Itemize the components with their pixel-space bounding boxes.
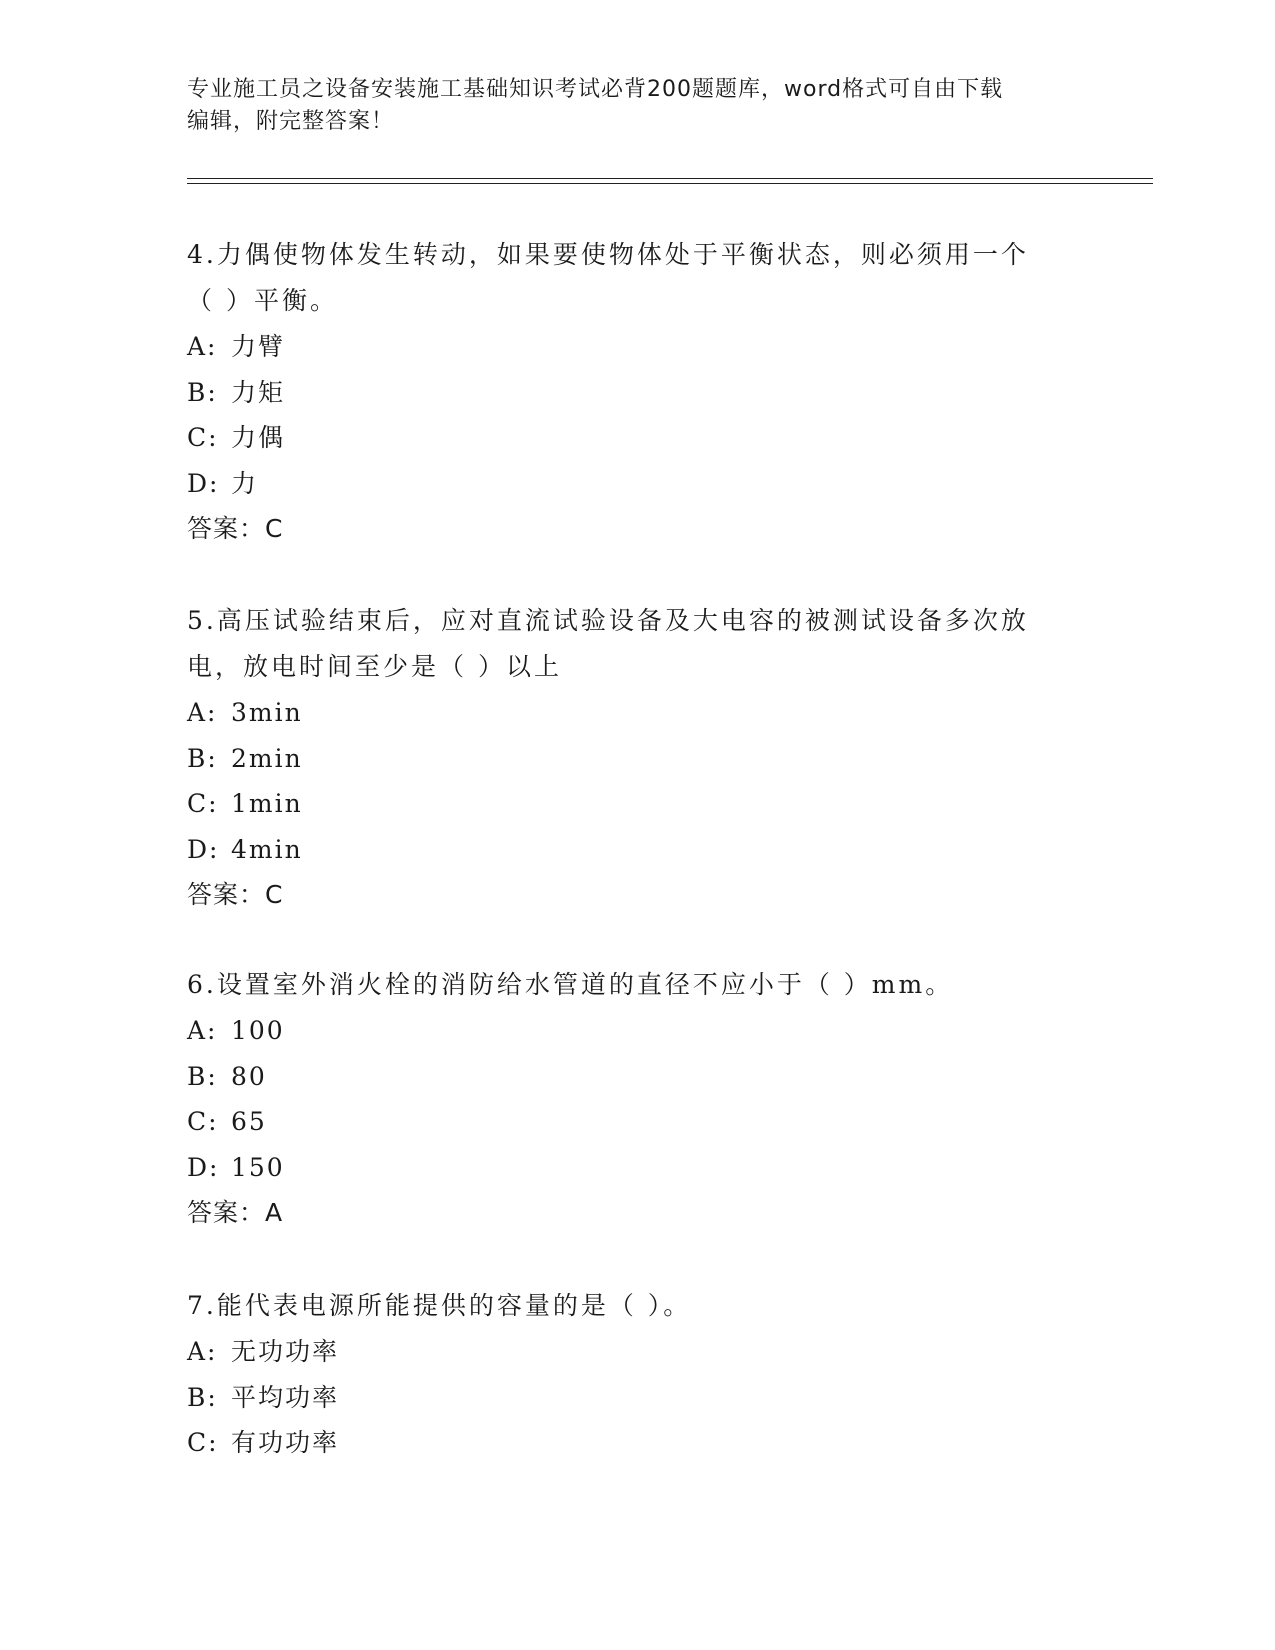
option-a [187, 690, 1067, 736]
option-letter: D: [187, 834, 220, 864]
option-d [187, 1145, 1067, 1191]
answer-line: 答案：C [187, 880, 284, 909]
question-4 [187, 232, 1067, 552]
question-stem: 5.高压试验结束后，应对直流试验设备及大电容的被测试设备多次放 [187, 606, 1029, 635]
option-c [187, 1099, 1067, 1145]
option-letter: A: [187, 698, 218, 727]
question-stem-continued: （ ）平衡。 [187, 286, 338, 315]
option-text: 4min [231, 834, 303, 864]
option-text: 100 [231, 1016, 285, 1045]
option-letter: C: [187, 789, 219, 818]
question-stem-continued: 电，放电时间至少是（ ）以上 [187, 652, 562, 681]
option-letter: C: [187, 1428, 219, 1457]
option-d [187, 827, 1067, 873]
question-stem: 4.力偶使物体发生转动，如果要使物体处于平衡状态，则必须用一个 [187, 240, 1029, 269]
option-text: 1min [231, 789, 303, 818]
option-letter: D: [187, 468, 220, 498]
option-text: 平均功率 [231, 1382, 340, 1412]
option-a [187, 1329, 1067, 1375]
option-d [187, 461, 1067, 507]
option-letter: A: [187, 332, 218, 361]
question-6 [187, 962, 1067, 1236]
option-text: 力臂 [231, 332, 286, 361]
option-letter: B: [187, 1061, 218, 1091]
question-5 [187, 598, 1067, 918]
option-text: 80 [231, 1061, 267, 1091]
option-text: 无功功率 [231, 1337, 340, 1366]
header-line-1: 专业施工员之设备安装施工基础知识考试必背200题题库，word格式可自由下载 [187, 77, 1004, 102]
option-letter: D: [187, 1152, 220, 1182]
option-text: 力 [231, 468, 259, 498]
option-c [187, 415, 1067, 461]
option-letter: A: [187, 1016, 218, 1045]
question-stem: 6.设置室外消火栓的消防给水管道的直径不应小于（ ）mm。 [187, 970, 954, 999]
option-text: 力偶 [231, 423, 286, 452]
option-letter: C: [187, 423, 219, 452]
option-b [187, 736, 1067, 782]
header-line-2: 编辑，附完整答案！ [187, 109, 395, 134]
option-b [187, 370, 1067, 416]
option-text: 65 [231, 1107, 267, 1136]
option-letter: B: [187, 377, 218, 407]
option-letter: C: [187, 1107, 219, 1136]
option-a [187, 1008, 1067, 1054]
option-letter: B: [187, 743, 218, 773]
answer-line: 答案：C [187, 514, 284, 543]
header-divider-top [187, 178, 1153, 179]
option-c [187, 1420, 1067, 1466]
option-text: 2min [231, 743, 303, 773]
question-7 [187, 1283, 1067, 1466]
option-c [187, 781, 1067, 827]
question-stem: 7.能代表电源所能提供的容量的是（ ）。 [187, 1291, 692, 1320]
option-text: 3min [231, 698, 303, 727]
option-letter: B: [187, 1382, 218, 1412]
answer-line: 答案：A [187, 1198, 284, 1227]
option-a [187, 324, 1067, 370]
option-text: 150 [231, 1152, 285, 1182]
document-header [187, 74, 1067, 138]
option-text: 力矩 [231, 377, 286, 407]
header-divider-bottom [187, 183, 1153, 184]
option-b [187, 1375, 1067, 1421]
option-text: 有功功率 [231, 1428, 340, 1457]
option-letter: A: [187, 1337, 218, 1366]
option-b [187, 1054, 1067, 1100]
